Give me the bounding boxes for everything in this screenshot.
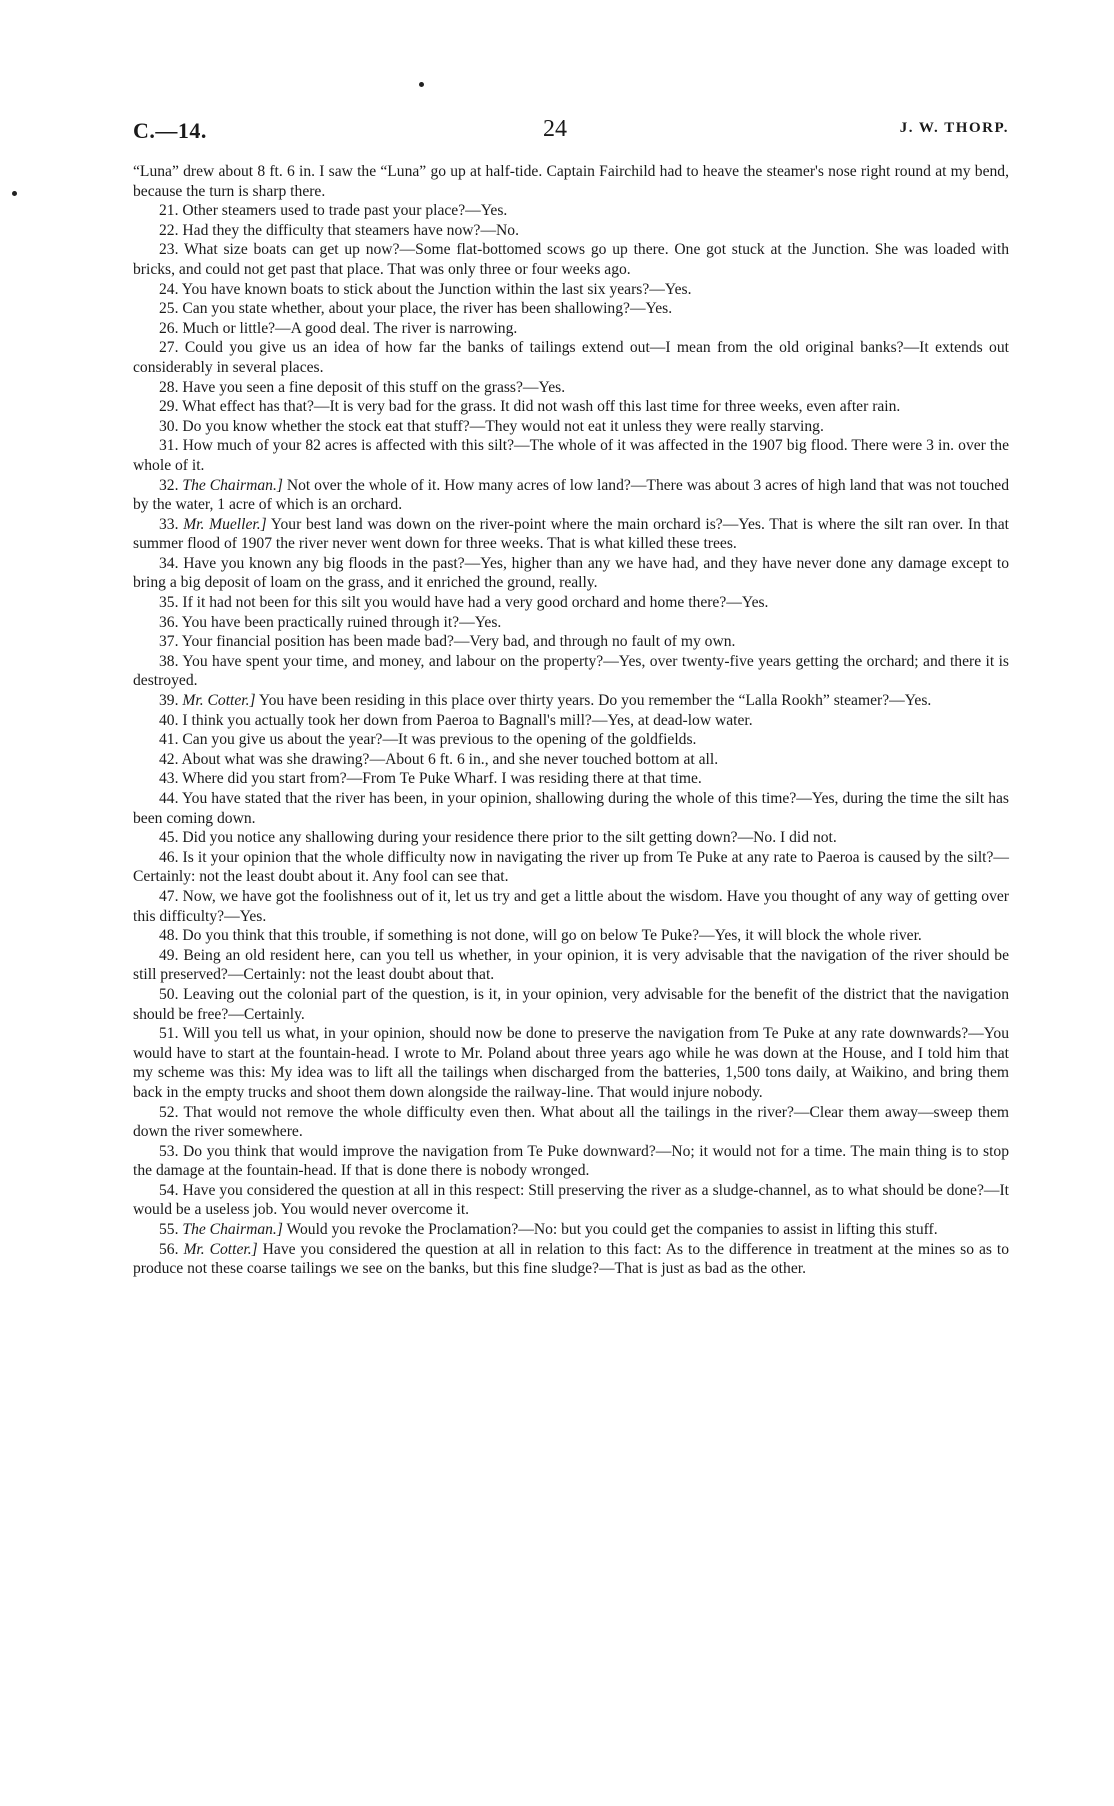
page-speck-left	[12, 191, 17, 196]
question-text: Not over the whole of it. How many acres of low land?—There was about 3 acres of high land that was not touched by the water, 1 acre of which is an orchard.	[133, 476, 1010, 514]
question-39	[133, 691, 1009, 711]
question-number: 32.	[159, 476, 183, 494]
testimony-body	[133, 162, 1009, 1279]
question-33	[133, 515, 1009, 554]
question-38: 38. You have spent your time, and money, and labour on the property?—Yes, over twenty-five years getting the orchard; and there it is destroyed.	[133, 652, 1009, 690]
question-number: 33.	[159, 515, 184, 533]
question-28: 28. Have you seen a fine deposit of this stuff on the grass?—Yes.	[159, 378, 566, 396]
question-24: 24. You have known boats to stick about the Junction within the last six years?—Yes.	[159, 280, 692, 298]
question-45: 45. Did you notice any shallowing during your residence there prior to the silt getting down?—No. I did not.	[159, 829, 837, 847]
question-55	[133, 1220, 1009, 1240]
paragraph-continuation: “Luna” drew about 8 ft. 6 in. I saw the “Luna” go up at half-tide. Captain Fairchild had to heave the steamer's nose right round at my bend, because the turn is sharp there.	[133, 163, 1009, 200]
question-number: 55.	[159, 1221, 183, 1239]
question-29: 29. What effect has that?—It is very bad for the grass. It did not wash off this last time for three weeks, even after rain.	[159, 398, 901, 416]
question-42: 42. About what was she drawing?—About 6 ft. 6 in., and she never touched bottom at all.	[159, 750, 719, 768]
question-26: 26. Much or little?—A good deal. The river is narrowing.	[159, 319, 518, 337]
question-48: 48. Do you think that this trouble, if something is not done, will go on below Te Puke?—Yes, it will block the whole river.	[159, 927, 922, 945]
speaker-label: Mr. Cotter.]	[182, 692, 256, 710]
question-text: Have you considered the question at all in relation to this fact: As to the difference in treatment at the mines so as to produce not these coarse tailings we see on the banks, but this fine sludge?—That is just as bad as the other.	[133, 1240, 1010, 1278]
question-text: You have been residing in this place over thirty years. Do you remember the “Lalla Rookh” steamer?—Yes.	[255, 692, 932, 710]
question-52: 52. That would not remove the whole difficulty even then. What about all the tailings in the river?—Clear them away—sweep them down the river somewhere.	[133, 1103, 1009, 1141]
question-53: 53. Do you think that would improve the navigation from Te Puke downward?—No; it would not for a time. The main thing is to stop the damage at the fountain-head. If that is done there is nobody wronged.	[133, 1142, 1009, 1180]
question-27: 27. Could you give us an idea of how far the banks of tailings extend out—I mean from the old original banks?—It extends out considerably in several places.	[133, 339, 1009, 376]
page-speck-top	[419, 82, 424, 87]
question-51: 51. Will you tell us what, in your opinion, should now be done to preserve the navigation from Te Puke at any rate downwards?—You would have to start at the fountain-head. I wrote to Mr. Poland about three years ago while he was down at the House, and I told him that my scheme was this: My idea was to lift all the tailings when discharged from the batteries, 1,500 tons daily, at Waikino, and bring them back in the empty trucks and shoot them down alongside the railway-line. That would injure nobody.	[133, 1025, 1009, 1101]
question-54: 54. Have you considered the question at all in this respect: Still preserving the river as a sludge-channel, as to what should be done?—It would be a useless job. You would never overcome it.	[133, 1181, 1009, 1219]
page-number: 24	[543, 116, 567, 142]
document-code: C.—14.	[133, 118, 207, 143]
question-21: 21. Other steamers used to trade past your place?—Yes.	[159, 202, 508, 220]
speaker-label: Mr. Mueller.]	[183, 515, 267, 533]
question-34: 34. Have you known any big floods in the past?—Yes, higher than any we have had, and they have never done any damage except to bring a big deposit of loam on the grass, and it enriched the ground, really.	[133, 554, 1009, 592]
question-number: 39.	[159, 692, 183, 710]
question-22: 22. Had they the difficulty that steamers have now?—No.	[159, 221, 520, 239]
question-number: 56.	[159, 1240, 184, 1258]
question-56	[133, 1240, 1009, 1279]
question-37: 37. Your financial position has been made bad?—Very bad, and through no fault of my own.	[159, 633, 736, 651]
question-40: 40. I think you actually took her down from Paeroa to Bagnall's mill?—Yes, at dead-low water.	[159, 711, 753, 729]
question-46: 46. Is it your opinion that the whole difficulty now in navigating the river up from Te Puke at any rate to Paeroa is caused by the silt?—Certainly: not the least doubt about it. Any fool can see that.	[133, 848, 1009, 886]
page-header	[133, 118, 1009, 148]
speaker-label: The Chairman.]	[182, 1221, 283, 1239]
question-31: 31. How much of your 82 acres is affected with this silt?—The whole of it was affected in the 1907 big flood. There were 3 in. over the whole of it.	[133, 437, 1009, 474]
question-44: 44. You have stated that the river has been, in your opinion, shallowing during the whole of this time?—Yes, during the time the silt has been coming down.	[133, 790, 1009, 827]
question-50: 50. Leaving out the colonial part of the question, is it, in your opinion, very advisable for the benefit of the district that the navigation should be free?—Certainly.	[133, 985, 1009, 1023]
question-30: 30. Do you know whether the stock eat that stuff?—They would not eat it unless they were really starving.	[159, 417, 824, 435]
speaker-label: The Chairman.]	[182, 476, 283, 494]
question-49: 49. Being an old resident here, can you tell us whether, in your opinion, it is very advisable that the navigation of the river should be still preserved?—Certainly: not the least doubt about that.	[133, 946, 1009, 984]
question-47: 47. Now, we have got the foolishness out of it, let us try and get a little about the wisdom. Have you thought of any way of getting over this difficulty?—Yes.	[133, 887, 1009, 925]
question-32	[133, 476, 1009, 515]
question-35: 35. If it had not been for this silt you would have had a very good orchard and home there?—Yes.	[159, 594, 769, 612]
question-43: 43. Where did you start from?—From Te Puke Wharf. I was residing there at that time.	[159, 770, 702, 788]
witness-name: J. W. THORP.	[899, 120, 1009, 136]
question-36: 36. You have been practically ruined through it?—Yes.	[159, 613, 502, 631]
question-41: 41. Can you give us about the year?—It was previous to the opening of the goldfields.	[159, 731, 697, 749]
question-23: 23. What size boats can get up now?—Some flat-bottomed scows go up there. One got stuck at the Junction. She was loaded with bricks, and could not get past that place. That was only three or four weeks ago.	[133, 241, 1009, 278]
speaker-label: Mr. Cotter.]	[183, 1240, 258, 1258]
question-text: Your best land was down on the river-point where the main orchard is?—Yes. That is where the silt ran over. In that summer flood of 1907 the river never went down for three weeks. That is what killed these trees.	[133, 515, 1009, 553]
question-25: 25. Can you state whether, about your place, the river has been shallowing?—Yes.	[159, 300, 673, 318]
question-text: Would you revoke the Proclamation?—No: but you could get the companies to assist in lifting this stuff.	[282, 1221, 938, 1239]
